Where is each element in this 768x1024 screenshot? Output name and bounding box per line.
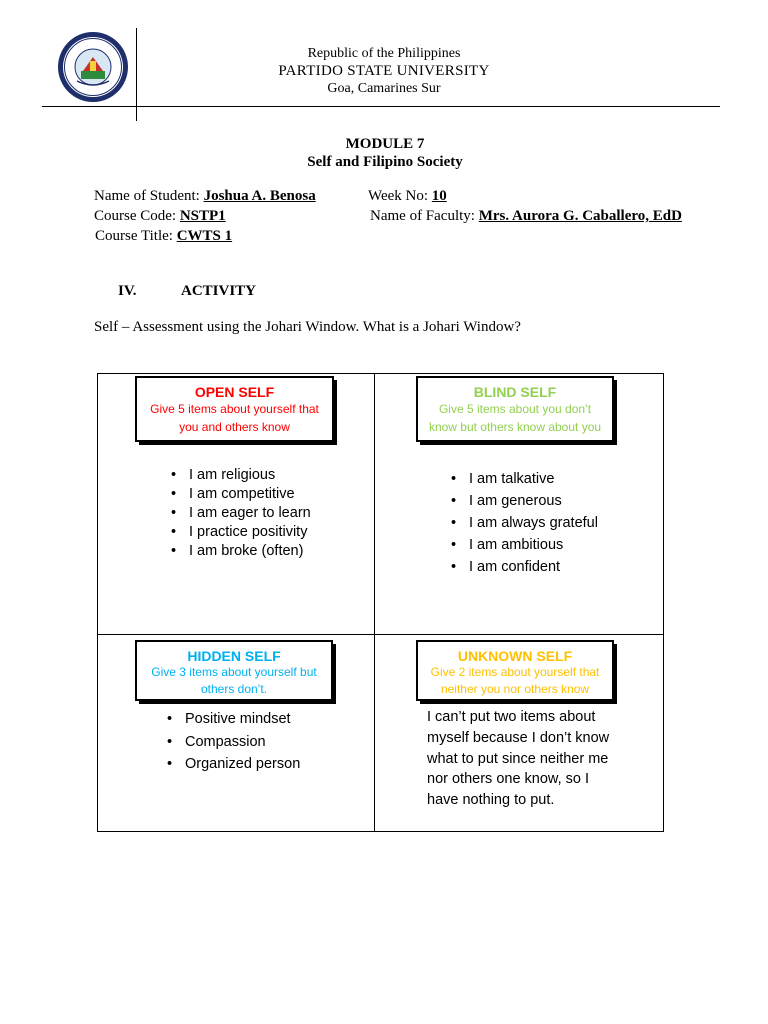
faculty-row bbox=[370, 208, 682, 225]
week-row bbox=[368, 188, 447, 205]
header-vertical-rule bbox=[136, 28, 137, 121]
list-item: • I am competitive bbox=[167, 485, 311, 504]
list-item: • Organized person bbox=[163, 753, 300, 776]
student-name-value: Joshua A. Benosa bbox=[203, 188, 316, 204]
hidden-self-box bbox=[135, 640, 333, 701]
blind-self-desc-2: know but others know about you bbox=[428, 420, 602, 434]
university-seal-logo bbox=[57, 31, 129, 103]
student-name-row bbox=[94, 188, 316, 205]
open-self-title: OPEN SELF bbox=[194, 384, 275, 400]
intro-text: Self – Assessment using the Johari Window. What is a Johari Window? bbox=[94, 319, 521, 335]
table-vertical-divider bbox=[374, 373, 375, 832]
module-title: MODULE 7 bbox=[345, 136, 425, 152]
week-label: Week No: bbox=[368, 188, 429, 204]
unknown-self-desc-1: Give 2 items about yourself that bbox=[430, 665, 600, 679]
header-horizontal-rule bbox=[42, 106, 720, 107]
list-item: • I am broke (often) bbox=[167, 542, 311, 561]
list-item: • Positive mindset bbox=[163, 708, 300, 731]
unknown-self-title: UNKNOWN SELF bbox=[457, 648, 573, 664]
list-item: • I practice positivity bbox=[167, 523, 311, 542]
section-heading: ACTIVITY bbox=[181, 283, 257, 299]
list-item: • I am talkative bbox=[447, 468, 598, 490]
course-code-row bbox=[94, 208, 226, 225]
section-number: IV. bbox=[118, 283, 137, 299]
list-item: • I am always grateful bbox=[447, 512, 598, 534]
list-item: • I am religious bbox=[167, 466, 311, 485]
hidden-self-title: HIDDEN SELF bbox=[187, 648, 281, 664]
open-self-desc-1: Give 5 items about yourself that bbox=[150, 402, 319, 416]
hidden-self-list bbox=[163, 708, 300, 776]
unknown-self-desc-2: neither you nor others know bbox=[440, 682, 590, 696]
open-self-list bbox=[167, 466, 311, 561]
open-self-box bbox=[135, 376, 334, 442]
faculty-value: Mrs. Aurora G. Caballero, EdD bbox=[478, 208, 682, 224]
list-item: • I am generous bbox=[447, 490, 598, 512]
unknown-self-answer: I can’t put two items about myself because I don’t know what to put since neither me nor others one know, so I have nothing to put. bbox=[427, 709, 610, 809]
hidden-self-desc-2: others don’t. bbox=[200, 682, 268, 696]
list-item: • I am confident bbox=[447, 556, 598, 578]
course-title-value: CWTS 1 bbox=[176, 228, 233, 244]
course-title-row bbox=[95, 228, 232, 245]
hidden-self-desc-1: Give 3 items about yourself but bbox=[151, 665, 317, 679]
list-item: • I am eager to learn bbox=[167, 504, 311, 523]
university-location: Goa, Camarines Sur bbox=[327, 81, 441, 96]
list-item: • Compassion bbox=[163, 731, 300, 754]
unknown-self-box bbox=[416, 640, 614, 701]
week-value: 10 bbox=[431, 188, 447, 204]
table-horizontal-divider bbox=[97, 634, 664, 635]
blind-self-desc-1: Give 5 items about you don’t bbox=[438, 402, 592, 416]
open-self-desc-2: you and others know bbox=[179, 420, 290, 434]
university-name: PARTIDO STATE UNIVERSITY bbox=[278, 63, 490, 79]
course-code-value: NSTP1 bbox=[179, 208, 226, 224]
blind-self-list bbox=[447, 468, 598, 578]
course-title-label: Course Title: bbox=[95, 228, 173, 244]
course-code-label: Course Code: bbox=[94, 208, 177, 224]
student-name-label: Name of Student: bbox=[94, 188, 200, 204]
module-subtitle: Self and Filipino Society bbox=[307, 154, 463, 170]
blind-self-box bbox=[416, 376, 614, 442]
faculty-label: Name of Faculty: bbox=[370, 208, 475, 224]
blind-self-title: BLIND SELF bbox=[473, 384, 557, 400]
list-item: • I am ambitious bbox=[447, 534, 598, 556]
republic-line: Republic of the Philippines bbox=[307, 46, 461, 61]
